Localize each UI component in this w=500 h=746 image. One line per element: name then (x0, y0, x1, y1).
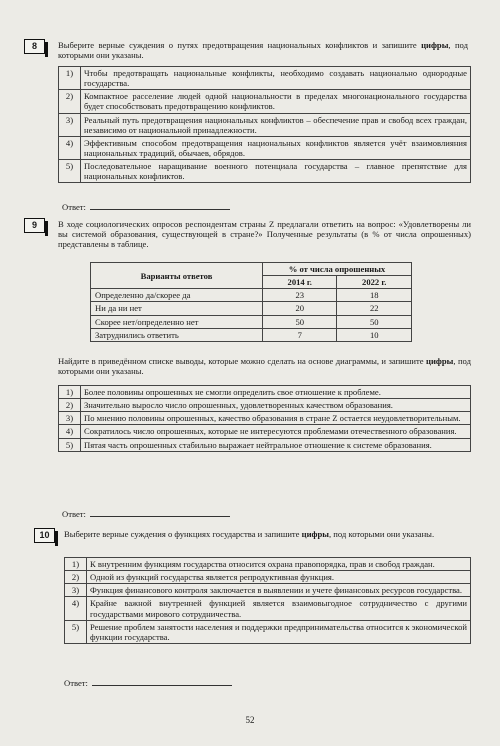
option-text: Реальный путь предотвращения национальных конфликтов – обеспечение прав и свобод всех граждан, независимо от национальной принадлежности. (81, 113, 471, 136)
task-10-prompt (64, 529, 471, 539)
answer-label: Ответ: (62, 202, 86, 212)
option-row (59, 113, 471, 136)
option-row (65, 571, 471, 584)
column-header-2022: 2022 г. (337, 276, 412, 289)
option-text: Сократилось число опрошенных, которые не интересуются проблемами отечественного образования. (81, 425, 471, 438)
cell-2022: 50 (337, 315, 412, 328)
option-number: 1) (65, 558, 87, 571)
row-label: Определенно да/скорее да (91, 289, 263, 302)
option-text: Решение проблем занятости населения и поддержки предпринимательства относится к экономической функции государства. (87, 620, 471, 643)
task-9-prompt-2 (58, 356, 471, 376)
cell-2014: 50 (263, 315, 337, 328)
column-header-2014: 2014 г. (263, 276, 337, 289)
task-10-prompt-text: Выберите верные суждения о функциях государства и запишите (64, 529, 302, 539)
option-row (59, 160, 471, 183)
option-row (59, 90, 471, 113)
cell-2022: 10 (337, 328, 412, 341)
task-9-options (58, 385, 471, 452)
answer-label: Ответ: (64, 678, 88, 688)
option-text: Эффективным способом предотвращения национальных конфликтов является учёт взаимовлияния национальных традиций, обычаев, обрядов. (81, 136, 471, 159)
option-row (59, 136, 471, 159)
option-row (59, 386, 471, 399)
option-number: 3) (59, 412, 81, 425)
answer-line[interactable] (90, 509, 230, 517)
option-text: По мнению половины опрошенных, качество образования в стране Z остается неудовлетворительным. (81, 412, 471, 425)
task-9-prompt-2-end: , под которыми они указаны. (58, 356, 471, 377)
option-number: 3) (65, 584, 87, 597)
task-9-prompt-2-bold: цифры (426, 356, 454, 366)
task-8-answer (62, 202, 230, 212)
option-row (59, 399, 471, 412)
option-row (59, 425, 471, 438)
option-number: 5) (59, 160, 81, 183)
answer-label: Ответ: (62, 509, 86, 519)
survey-table (90, 262, 412, 342)
task-10-answer (64, 678, 232, 688)
option-number: 3) (59, 113, 81, 136)
task-8-prompt (58, 40, 468, 60)
cell-2014: 7 (263, 328, 337, 341)
option-number: 5) (59, 438, 81, 451)
option-text: Функция финансового контроля заключается в выявлении и учете финансовых ресурсов государства. (87, 584, 471, 597)
option-row (59, 438, 471, 451)
task-9-prompt: В ходе социологических опросов респондентам страны Z предлагали ответить на вопрос: «Удовлетворены ли вы системой образования, существующей в стране?» Полученные результаты (в % от числа опрошенных) представлены в таблице. (58, 219, 471, 250)
cell-2014: 20 (263, 302, 337, 315)
column-header-answers: Варианты ответов (91, 263, 263, 289)
column-header-percent: % от числа опрошенных (263, 263, 412, 276)
task-10-options (64, 557, 471, 644)
table-row (91, 302, 412, 315)
option-row (65, 620, 471, 643)
task-9-prompt-2-text: Найдите в приведённом списке выводы, которые можно сделать на основе диаграммы, и запишите (58, 356, 427, 366)
task-8-prompt-end: , под которыми они указаны. (58, 40, 468, 61)
cell-2022: 22 (337, 302, 412, 315)
option-text: Пятая часть опрошенных стабильно выражает нейтральное отношение к системе образования. (81, 438, 471, 451)
task-10-prompt-bold: цифры (301, 529, 329, 539)
option-row (65, 584, 471, 597)
task-8-prompt-bold: цифры (421, 40, 449, 50)
task-8-options (58, 66, 471, 183)
option-text: Компактное расселение людей одной национальности в пределах многонационального государства будет способствовать предотвращению конфликтов. (81, 90, 471, 113)
cell-2014: 23 (263, 289, 337, 302)
task-9-answer (62, 509, 230, 519)
answer-line[interactable] (92, 678, 232, 686)
option-number: 4) (59, 425, 81, 438)
task-10-prompt-end: , под которыми они указаны. (328, 529, 435, 539)
option-text: Последовательное наращивание военного потенциала государства – главное препятствие для национальных конфликтов. (81, 160, 471, 183)
option-text: К внутренним функциям государства относится охрана правопорядка, прав и свобод граждан. (87, 558, 471, 571)
option-text: Чтобы предотвращать национальные конфликты, необходимо создавать национально однородные государства. (81, 67, 471, 90)
option-number: 4) (65, 597, 87, 620)
option-row (59, 67, 471, 90)
option-number: 2) (59, 90, 81, 113)
option-text: Более половины опрошенных не смогли определить свое отношение к проблеме. (81, 386, 471, 399)
table-row (91, 315, 412, 328)
row-label: Скорее нет/определенно нет (91, 315, 263, 328)
task-8-number: 8 (24, 39, 45, 54)
option-text: Одной из функций государства является репродуктивная функция. (87, 571, 471, 584)
row-label: Затруднились ответить (91, 328, 263, 341)
option-text: Крайне важной внутренней функцией является взаимовыгодное сотрудничество с другими государствами мирового сотрудничества. (87, 597, 471, 620)
answer-line[interactable] (90, 202, 230, 210)
option-number: 4) (59, 136, 81, 159)
option-text: Значительно выросло число опрошенных, удовлетворенных качеством образования. (81, 399, 471, 412)
page-number: 52 (245, 715, 255, 725)
option-number: 2) (65, 571, 87, 584)
option-row (65, 597, 471, 620)
table-row (91, 289, 412, 302)
option-number: 2) (59, 399, 81, 412)
option-number: 1) (59, 67, 81, 90)
task-8-prompt-text: Выберите верные суждения о путях предотвращения национальных конфликтов и запишите (58, 40, 422, 50)
option-row (59, 412, 471, 425)
task-10-number: 10 (34, 528, 55, 543)
table-row (91, 328, 412, 341)
cell-2022: 18 (337, 289, 412, 302)
task-9-number: 9 (24, 218, 45, 233)
option-row (65, 558, 471, 571)
option-number: 5) (65, 620, 87, 643)
row-label: Ни да ни нет (91, 302, 263, 315)
option-number: 1) (59, 386, 81, 399)
